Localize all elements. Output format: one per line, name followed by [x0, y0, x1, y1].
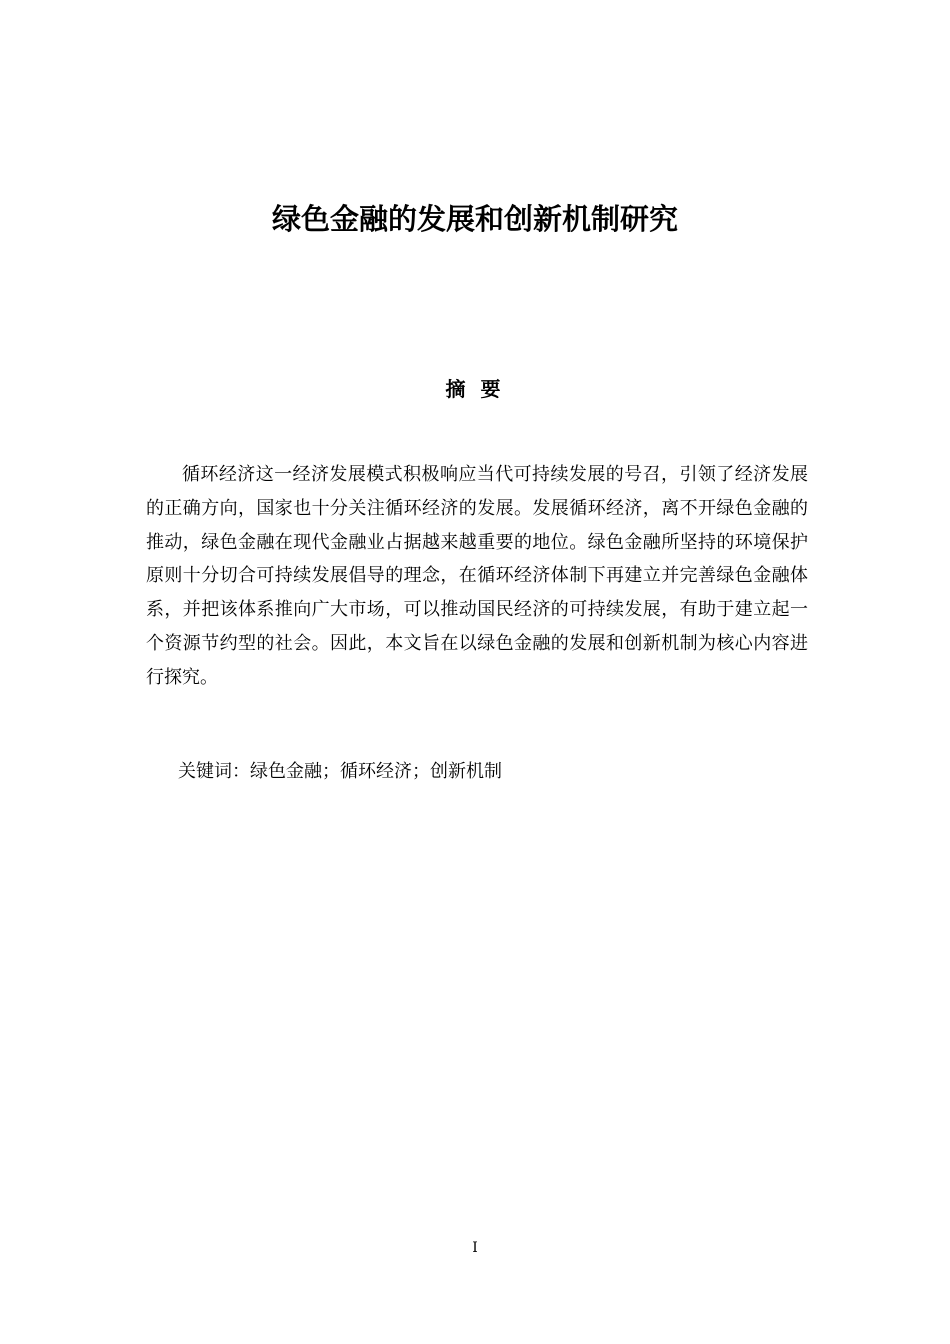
paper-title: 绿色金融的发展和创新机制研究: [271, 202, 678, 236]
keywords-line: 关键词：绿色金融；循环经济；创新机制: [178, 761, 502, 782]
page-number: I: [472, 1240, 478, 1256]
abstract-paragraph: 循环经济这一经济发展模式积极响应当代可持续发展的号召，引领了经济发展的正确方向，国家也十分关注循环经济的发展。发展循环经济，离不开绿色金融的推动，绿色金融在现代金融业占据越来越重要的地位。绿色金融所坚持的环境保护原则十分切合可持续发展倡导的理念，在循环经济体制下再建立并完善绿色金融体系，并把该体系推向广大市场，可以推动国民经济的可持续发展，有助于建立起一个资源节约型的社会。因此，本文旨在以绿色金融的发展和创新机制为核心内容进行探究。: [146, 464, 808, 688]
abstract-heading: 摘 要: [445, 377, 505, 401]
